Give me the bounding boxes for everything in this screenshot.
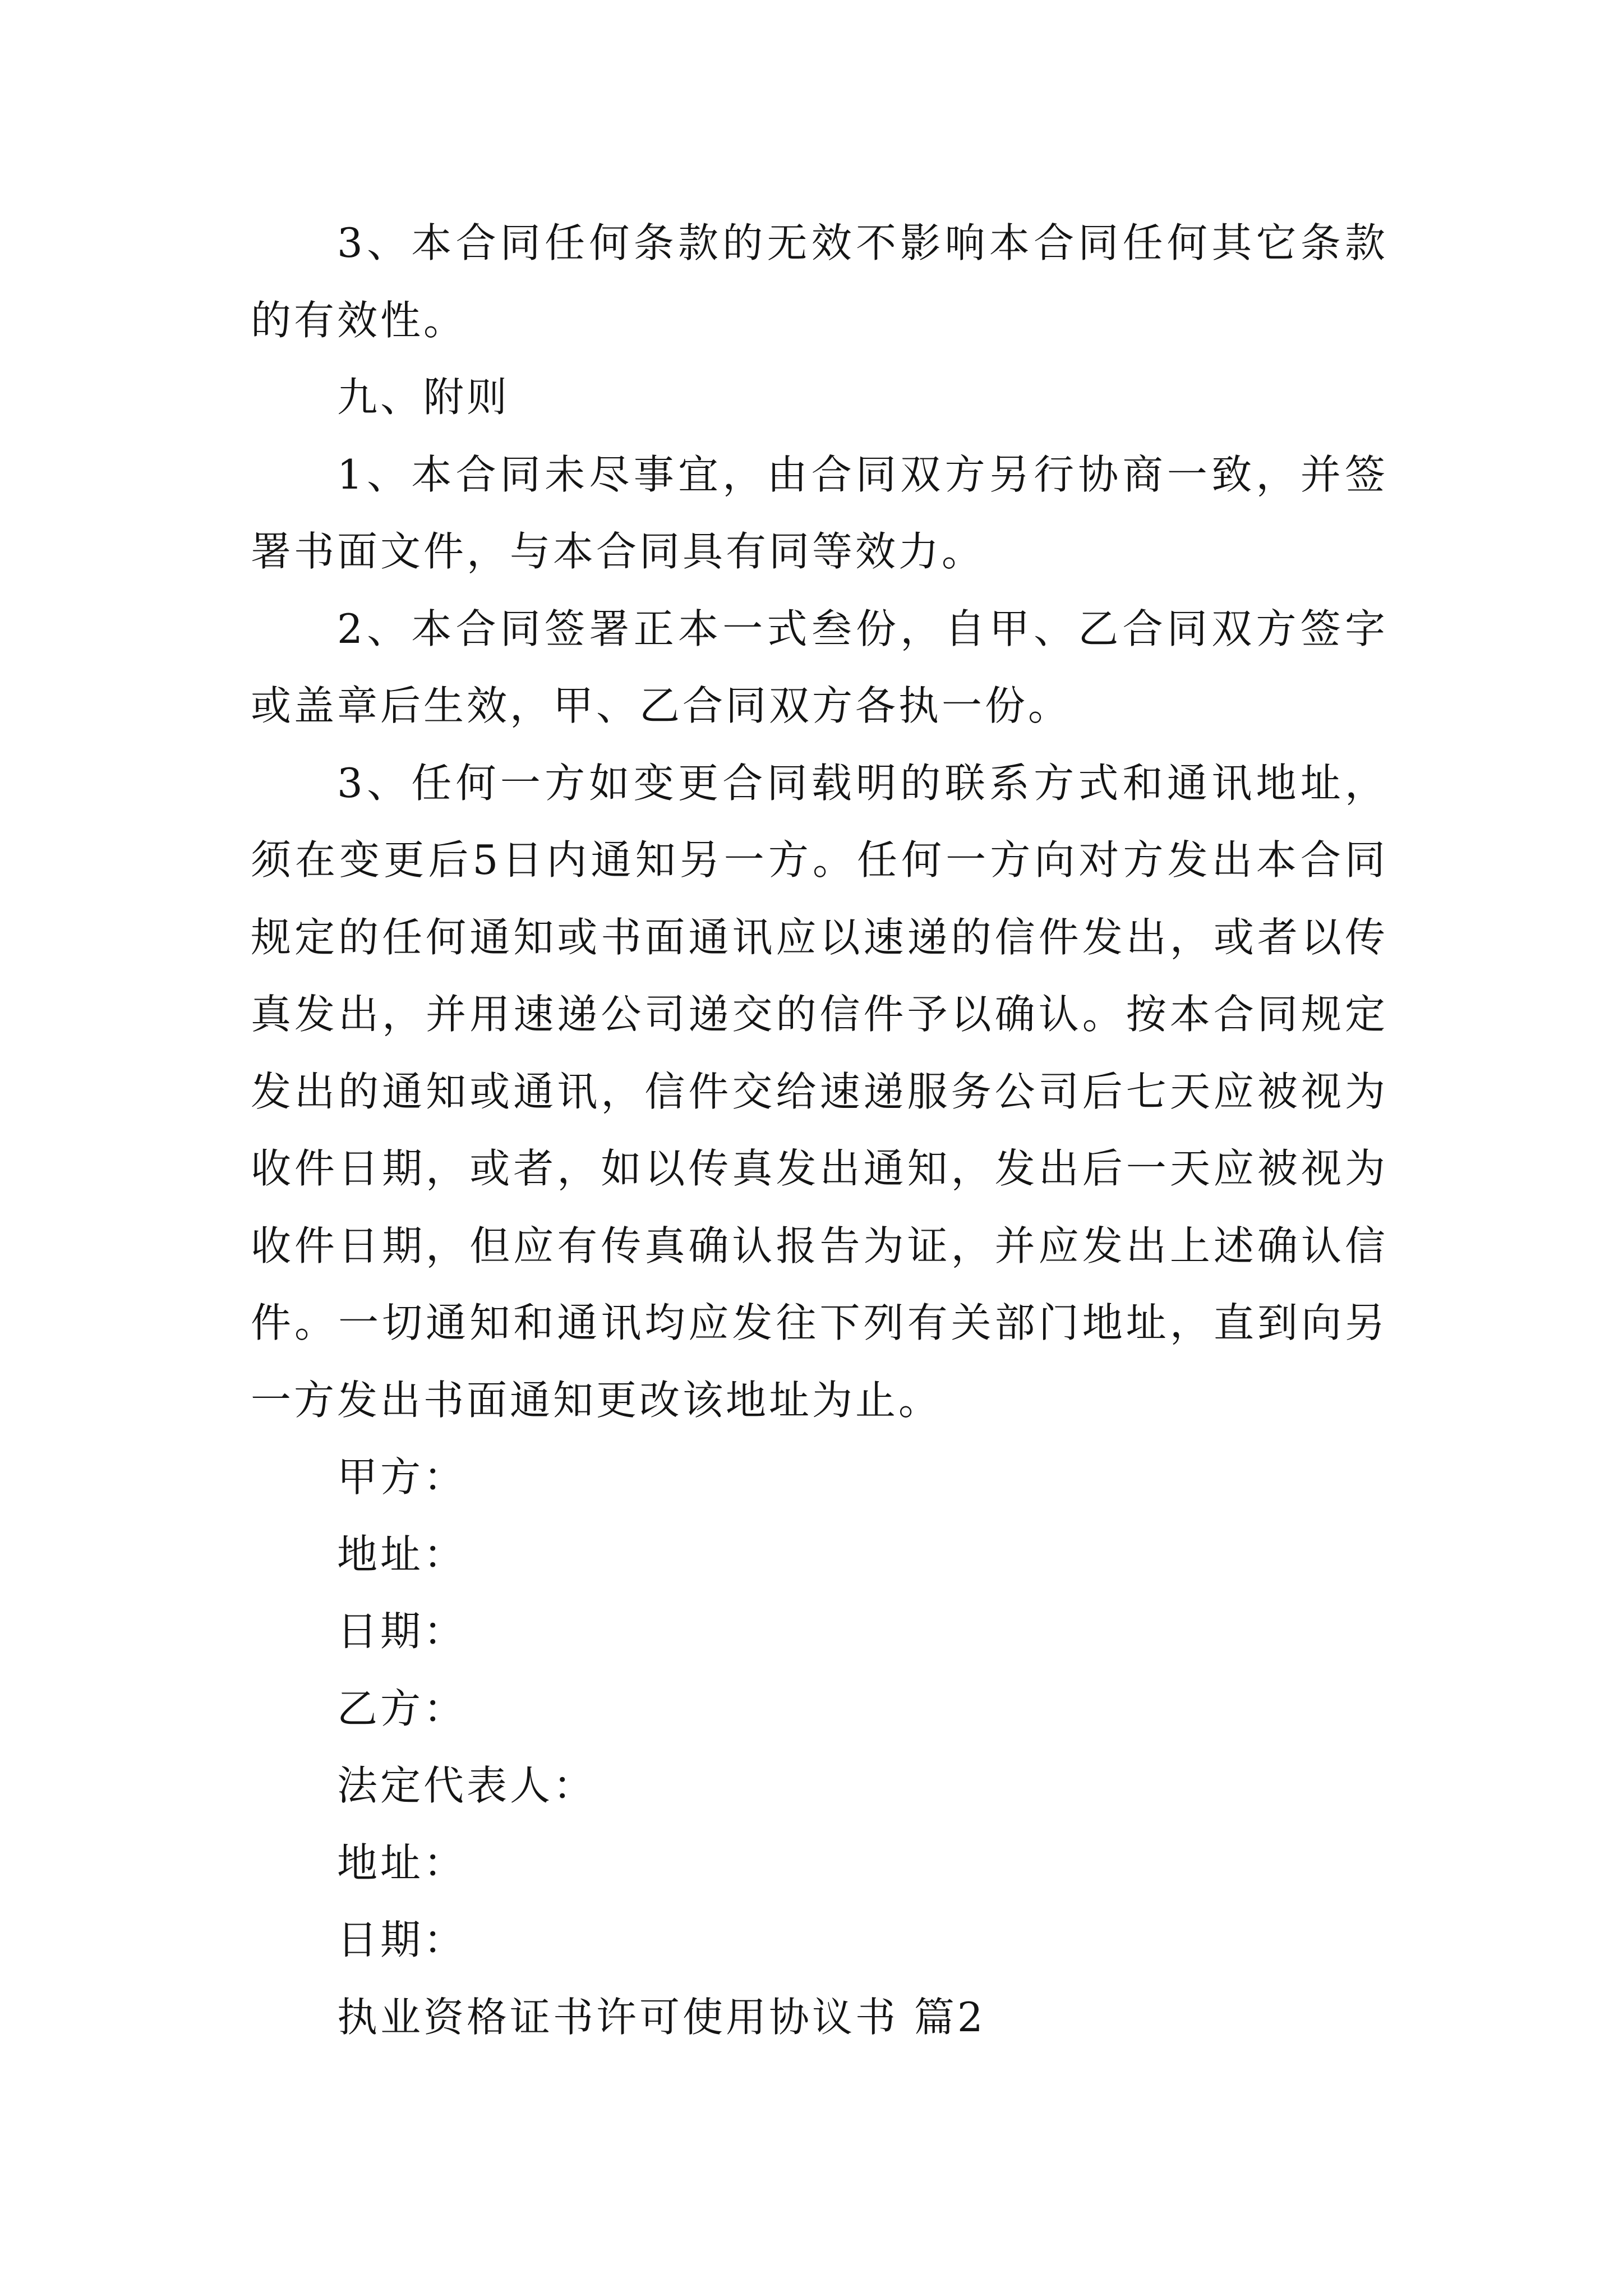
paragraph-line: 1、本合同未尽事宜，由合同双方另行协商一致，并签 xyxy=(337,450,1388,498)
paragraph-line: 的有效性。 xyxy=(251,296,467,344)
party-b-label: 乙方： xyxy=(337,1685,467,1732)
paragraph-line: 收件日期，但应有传真确认报告为证，并应发出上述确认信 xyxy=(251,1222,1388,1269)
paragraph-line: 3、本合同任何条款的无效不影响本合同任何其它条款 xyxy=(337,219,1388,266)
paragraph-line: 一方发出书面通知更改该地址为止。 xyxy=(251,1376,942,1424)
paragraph-line: 署书面文件，与本合同具有同等效力。 xyxy=(251,528,985,575)
clause-9-2-paragraph xyxy=(251,591,1388,745)
section-9-heading xyxy=(251,359,1388,436)
party-a-label: 甲方： xyxy=(337,1453,467,1501)
signature-block xyxy=(251,1439,1388,1979)
paragraph-line: 收件日期，或者，如以传真发出通知，发出后一天应被视为 xyxy=(251,1145,1388,1192)
clause-3-validity-paragraph xyxy=(251,205,1388,359)
paragraph-line: 规定的任何通知或书面通讯应以速递的信件发出，或者以传 xyxy=(251,913,1388,961)
clause-9-1-paragraph xyxy=(251,436,1388,591)
paragraph-line: 发出的通知或通讯，信件交给速递服务公司后七天应被视为 xyxy=(251,1068,1388,1115)
document-body xyxy=(251,205,1388,2056)
paragraph-line: 须在变更后5日内通知另一方。任何一方向对方发出本合同 xyxy=(251,836,1388,884)
paragraph-line: 件。一切通知和通讯均应发往下列有关部门地址，直到向另 xyxy=(251,1299,1388,1346)
next-document-title xyxy=(251,1979,1388,2056)
paragraph-line: 真发出，并用速递公司递交的信件予以确认。按本合同规定 xyxy=(251,991,1388,1038)
party-a-address-label: 地址： xyxy=(337,1530,467,1578)
paragraph-line: 或盖章后生效，甲、乙合同双方各执一份。 xyxy=(251,682,1072,729)
section-heading-text: 九、附则 xyxy=(337,374,510,421)
party-b-address-label: 地址： xyxy=(337,1839,467,1887)
paragraph-line: 2、本合同签署正本一式叁份，自甲、乙合同双方签字 xyxy=(337,605,1388,652)
next-document-title-text: 执业资格证书许可使用协议书 篇2 xyxy=(337,1993,986,2041)
party-a-date-label: 日期： xyxy=(337,1608,467,1655)
paragraph-line: 3、任何一方如变更合同载明的联系方式和通讯地址， xyxy=(337,759,1388,807)
party-b-date-label: 日期： xyxy=(337,1916,467,1963)
clause-9-3-paragraph xyxy=(251,745,1388,1439)
legal-representative-label: 法定代表人： xyxy=(337,1762,597,1809)
